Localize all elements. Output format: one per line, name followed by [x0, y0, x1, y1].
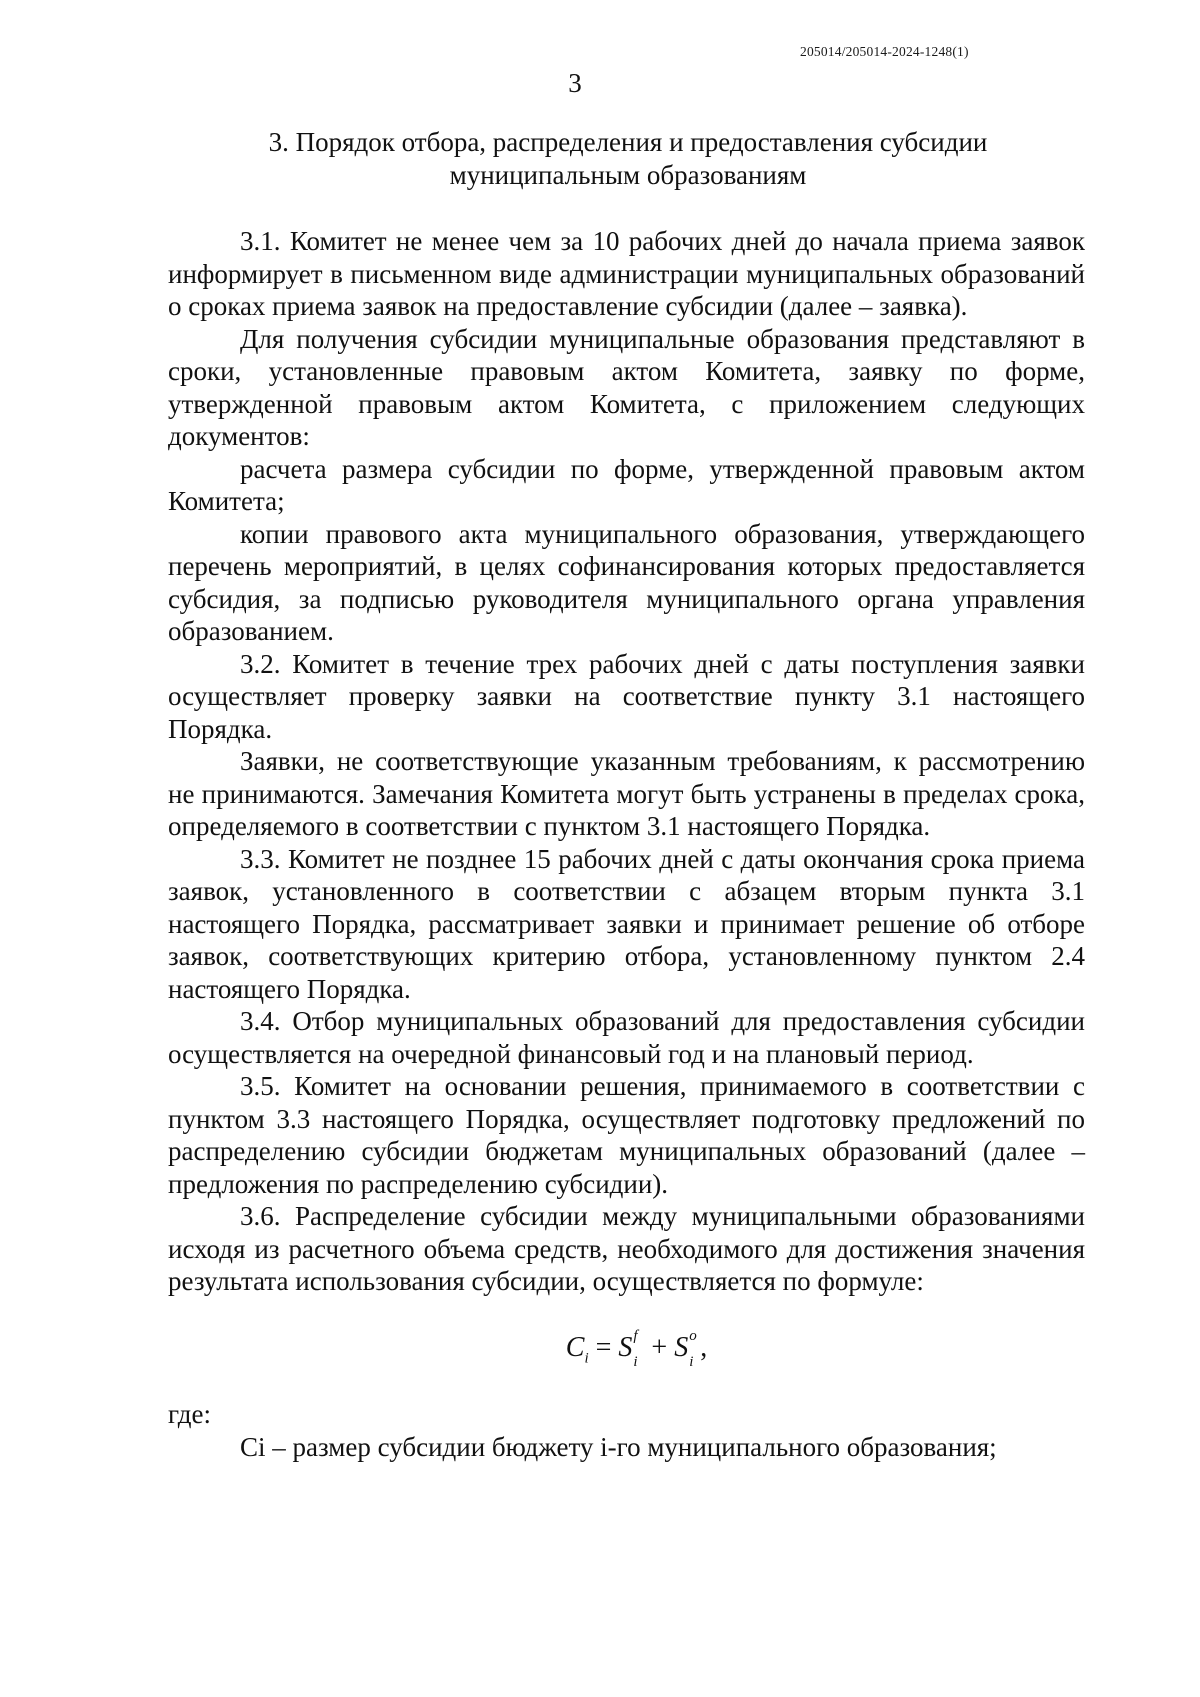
document-body [168, 225, 1085, 1463]
paragraph-3-3: 3.3. Комитет не позднее 15 рабочих дней с даты окончания срока приема заявок, установленного в соответствии с абзацем вторым пункта 3.1 настоящего Порядка, рассматривает заявки и принимает решение об отборе заявок, соответствующих критерию отбора, установленному пунктом 2.4 настоящего Порядка. [168, 843, 1085, 1004]
paragraph-3-6: 3.6. Распределение субсидии между муниципальными образованиями исходя из расчетного объема средств, необходимого для достижения значения результата использования субсидии, осуществляется по формуле: [168, 1201, 1085, 1296]
formula-term2-sub: i [689, 1353, 694, 1370]
paragraph-3-2: 3.2. Комитет в течение трех рабочих дней с даты поступления заявки осуществляет проверку заявки на соответствие пункту 3.1 настоящего Порядка. [168, 648, 1085, 744]
page-number: 3 [568, 68, 582, 98]
definition-ci: Ci – размер субсидии бюджету i-го муниципального образования; [240, 1431, 997, 1462]
section-title [168, 126, 1088, 192]
paragraph-3-1: 3.1. Комитет не менее чем за 10 рабочих дней до начала приема заявок информирует в письменном виде администрации муниципальных образований о сроках приема заявок на предоставление субсидии (далее – заявка). [168, 226, 1085, 321]
paragraph-rejection: Заявки, не соответствующие указанным требованиям, к рассмотрению не принимаются. Замечания Комитета могут быть устранены в пределах срока, определяемого в соответствии с пунктом 3.1 настоящего Порядка. [168, 746, 1085, 841]
where-label: где: [168, 1399, 211, 1430]
formula-term2-indices [688, 1327, 700, 1370]
formula-plus: + [651, 1331, 668, 1363]
document-id: 205014/205014-2024-1248(1) [800, 44, 969, 59]
paragraph-submission: Для получения субсидии муниципальные образования представляют в сроки, установленные правовым актом Комитета, заявку по форме, утвержденной правовым актом Комитета, с приложением следующих документов: [168, 323, 1085, 451]
formula-equals: = [595, 1331, 612, 1363]
paragraph-legal-act-item: копии правового акта муниципального образования, утверждающего перечень мероприятий, в целях софинансирования которых предоставляется субсидия, за подписью руководителя муниципального органа управления образованием. [168, 518, 1085, 646]
paragraph-3-4: 3.4. Отбор муниципальных образований для предоставления субсидии осуществляется на очередной финансовый год и на плановый период. [168, 1006, 1085, 1069]
formula-term2-sup: o [689, 1327, 697, 1344]
formula-term1: S [618, 1331, 633, 1363]
paragraph-3-5: 3.5. Комитет на основании решения, принимаемого в соответствии с пунктом 3.3 настоящего Порядка, осуществляет подготовку предложений по распределению субсидии бюджетам муниципальных образований (далее – предложения по распределению субсидии). [168, 1071, 1085, 1199]
formula-term2: S [674, 1331, 689, 1363]
formula-lhs: C [565, 1331, 585, 1363]
formula-lhs-sub: i [584, 1350, 589, 1367]
section-title-line-1: 3. Порядок отбора, распределения и предоставления субсидии [268, 127, 988, 157]
formula-term1-indices [632, 1327, 644, 1370]
formula-trailing: , [700, 1331, 708, 1363]
formula-term1-sup: f [633, 1327, 638, 1344]
subsidy-formula [168, 1328, 1085, 1377]
formula-term1-sub: i [633, 1353, 638, 1370]
paragraph-calc-item: расчета размера субсидии по форме, утвержденной правовым актом Комитета; [168, 453, 1085, 516]
section-title-line-2: муниципальным образованиям [449, 160, 807, 190]
